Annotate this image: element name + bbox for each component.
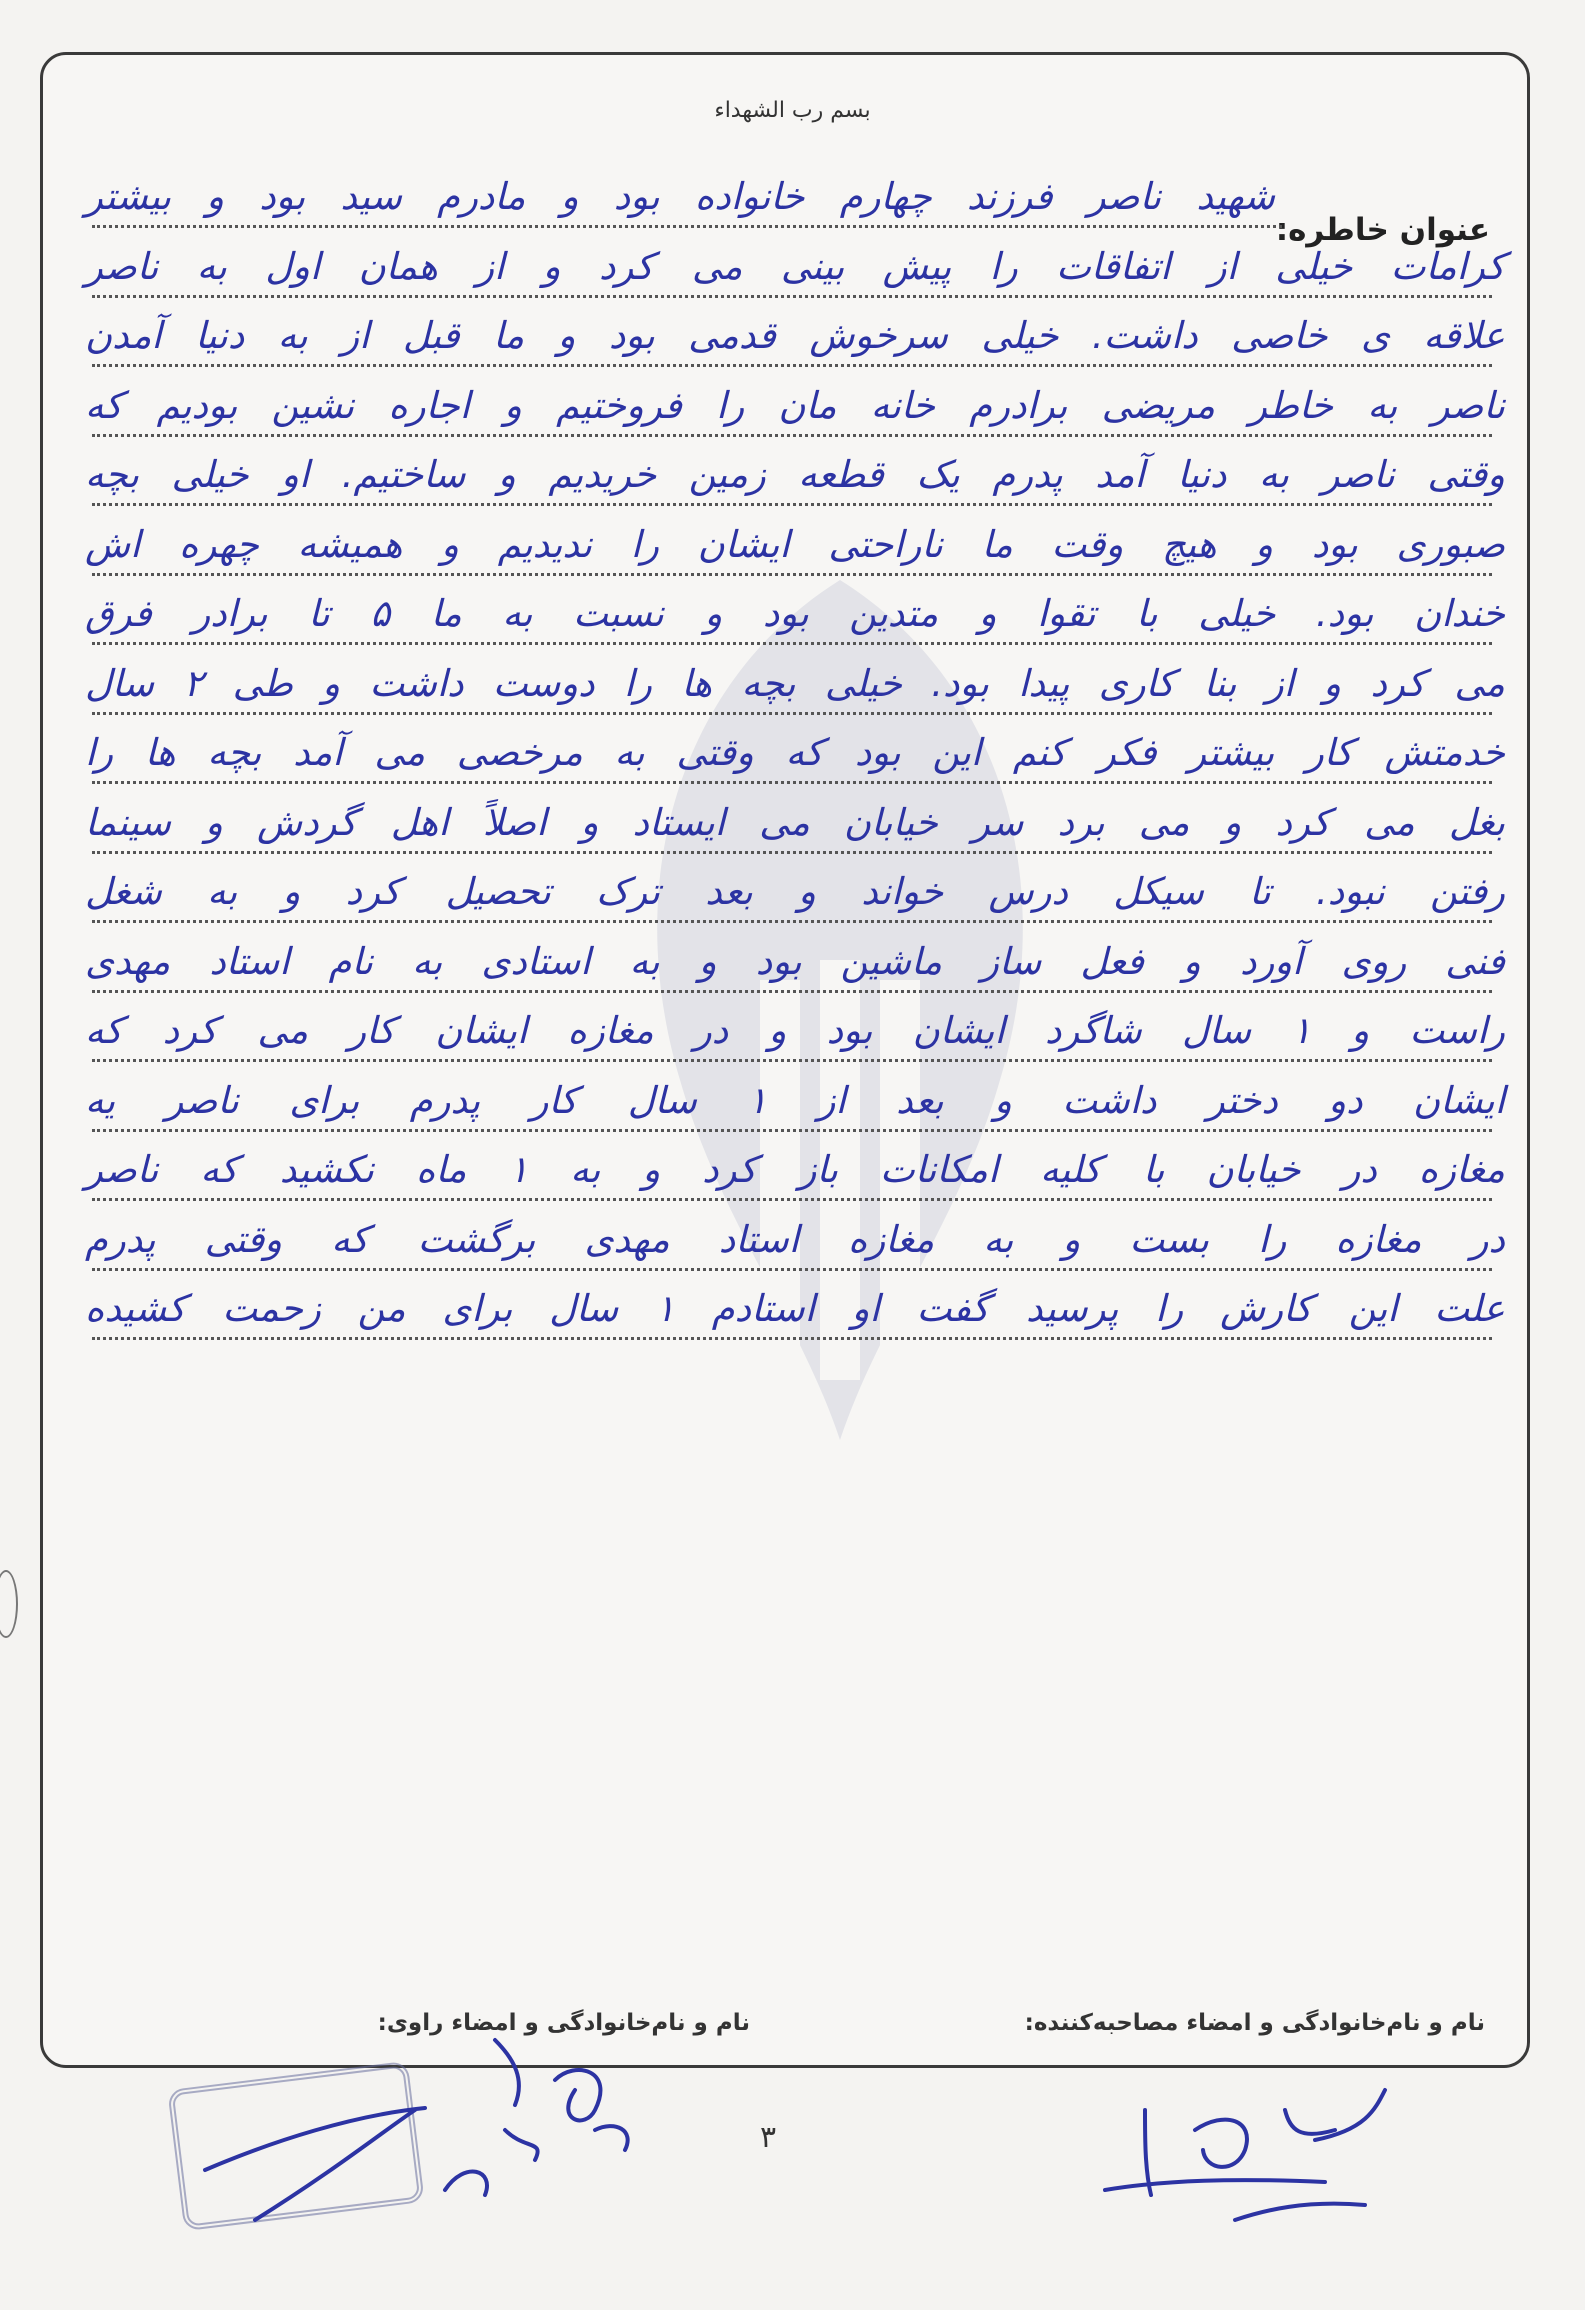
handwritten-line: شهید ناصر فرزند چهارم خانواده بود و مادرم سید بود و بیشتر bbox=[85, 175, 1275, 218]
dotted-rule bbox=[92, 1059, 1492, 1062]
handwritten-line: فنی روی آورد و فعل ساز ماشین بود و به استادی به نام استاد مهدی bbox=[85, 939, 1505, 983]
dotted-rule bbox=[92, 1268, 1492, 1271]
handwritten-line: وقتی ناصر به دنیا آمد پدرم یک قطعه زمین خریدیم و ساختیم. او خیلی بچه bbox=[85, 453, 1505, 496]
interviewer-signature bbox=[1085, 2070, 1405, 2230]
handwritten-line: علت این کارش را پرسید گفت او استادم ۱ سال برای من زحمت کشیده bbox=[85, 1287, 1505, 1330]
handwritten-line: خندان بود. خیلی با تقوا و متدین بود و نسبت به ما ۵ تا برادر فرق bbox=[85, 592, 1505, 635]
narrator-signature-label: نام و نام‌خانوادگی و امضاء راوی: bbox=[377, 2010, 750, 2036]
dotted-rule bbox=[92, 851, 1492, 854]
handwritten-line: صبوری بود و هیچ وقت ما ناراحتی ایشان را ندیدیم و همیشه چهره اش bbox=[85, 522, 1505, 566]
handwritten-line: بغل می کرد و می برد سر خیابان می ایستاد و اصلاً اهل گردش و سینما bbox=[85, 800, 1505, 844]
dotted-rule bbox=[92, 1337, 1492, 1340]
dotted-rule bbox=[92, 364, 1492, 367]
dotted-rule bbox=[92, 1198, 1492, 1201]
handwritten-line: ناصر به خاطر مریضی برادرم خانه مان را فروختیم و اجاره نشین بودیم که bbox=[85, 383, 1505, 427]
dotted-rule bbox=[92, 434, 1492, 437]
dotted-rule bbox=[92, 225, 1282, 228]
dotted-rule bbox=[92, 295, 1492, 298]
handwritten-line: مغازه در خیابان با کلیه امکانات باز کرد و به ۱ ماه نکشید که ناصر bbox=[85, 1148, 1505, 1191]
handwritten-line: رفتن نبود. تا سیکل درس خواند و بعد ترک تحصیل کرد و به شغل bbox=[85, 870, 1505, 913]
handwritten-line: کرامات خیلی از اتفاقات را پیش بینی می کرد و از همان اول به ناصر bbox=[85, 244, 1505, 288]
document-header: بسم رب الشهداء bbox=[714, 98, 871, 123]
interviewer-signature-label: نام و نام‌خانوادگی و امضاء مصاحبه‌کننده: bbox=[1024, 2010, 1485, 2036]
dotted-rule bbox=[92, 503, 1492, 506]
dotted-rule bbox=[92, 573, 1492, 576]
dotted-rule bbox=[92, 712, 1492, 715]
page-number: ۳ bbox=[760, 2120, 777, 2155]
handwritten-line: می کرد و از بنا کاری پیدا بود. خیلی بچه ها را دوست داشت و طی ۲ سال bbox=[85, 661, 1505, 705]
dotted-rule bbox=[92, 781, 1492, 784]
narrator-signature bbox=[195, 2020, 655, 2240]
handwritten-line: راست و ۱ سال شاگرد ایشان بود و در مغازه ایشان کار می کرد که bbox=[85, 1009, 1505, 1052]
handwritten-line: خدمتش کار بیشتر فکر کنم این بود که وقتی به مرخصی می آمد بچه ها را bbox=[85, 731, 1505, 774]
dotted-rule bbox=[92, 642, 1492, 645]
edge-hole-mark bbox=[0, 1570, 18, 1638]
handwritten-line: ایشان دو دختر داشت و بعد از ۱ سال کار پدرم برای ناصر یه bbox=[85, 1078, 1506, 1122]
dotted-rule bbox=[92, 1129, 1492, 1132]
handwritten-line: در مغازه را بست و به مغازه استاد مهدی برگشت که وقتی پدرم bbox=[85, 1217, 1505, 1261]
memoir-title-label: عنوان خاطره: bbox=[1275, 212, 1490, 248]
dotted-rule bbox=[92, 990, 1492, 993]
handwritten-line: علاقه ی خاصی داشت. خیلی سرخوش قدمی بود و ما قبل از به دنیا آمدن bbox=[85, 314, 1505, 357]
dotted-rule bbox=[92, 920, 1492, 923]
